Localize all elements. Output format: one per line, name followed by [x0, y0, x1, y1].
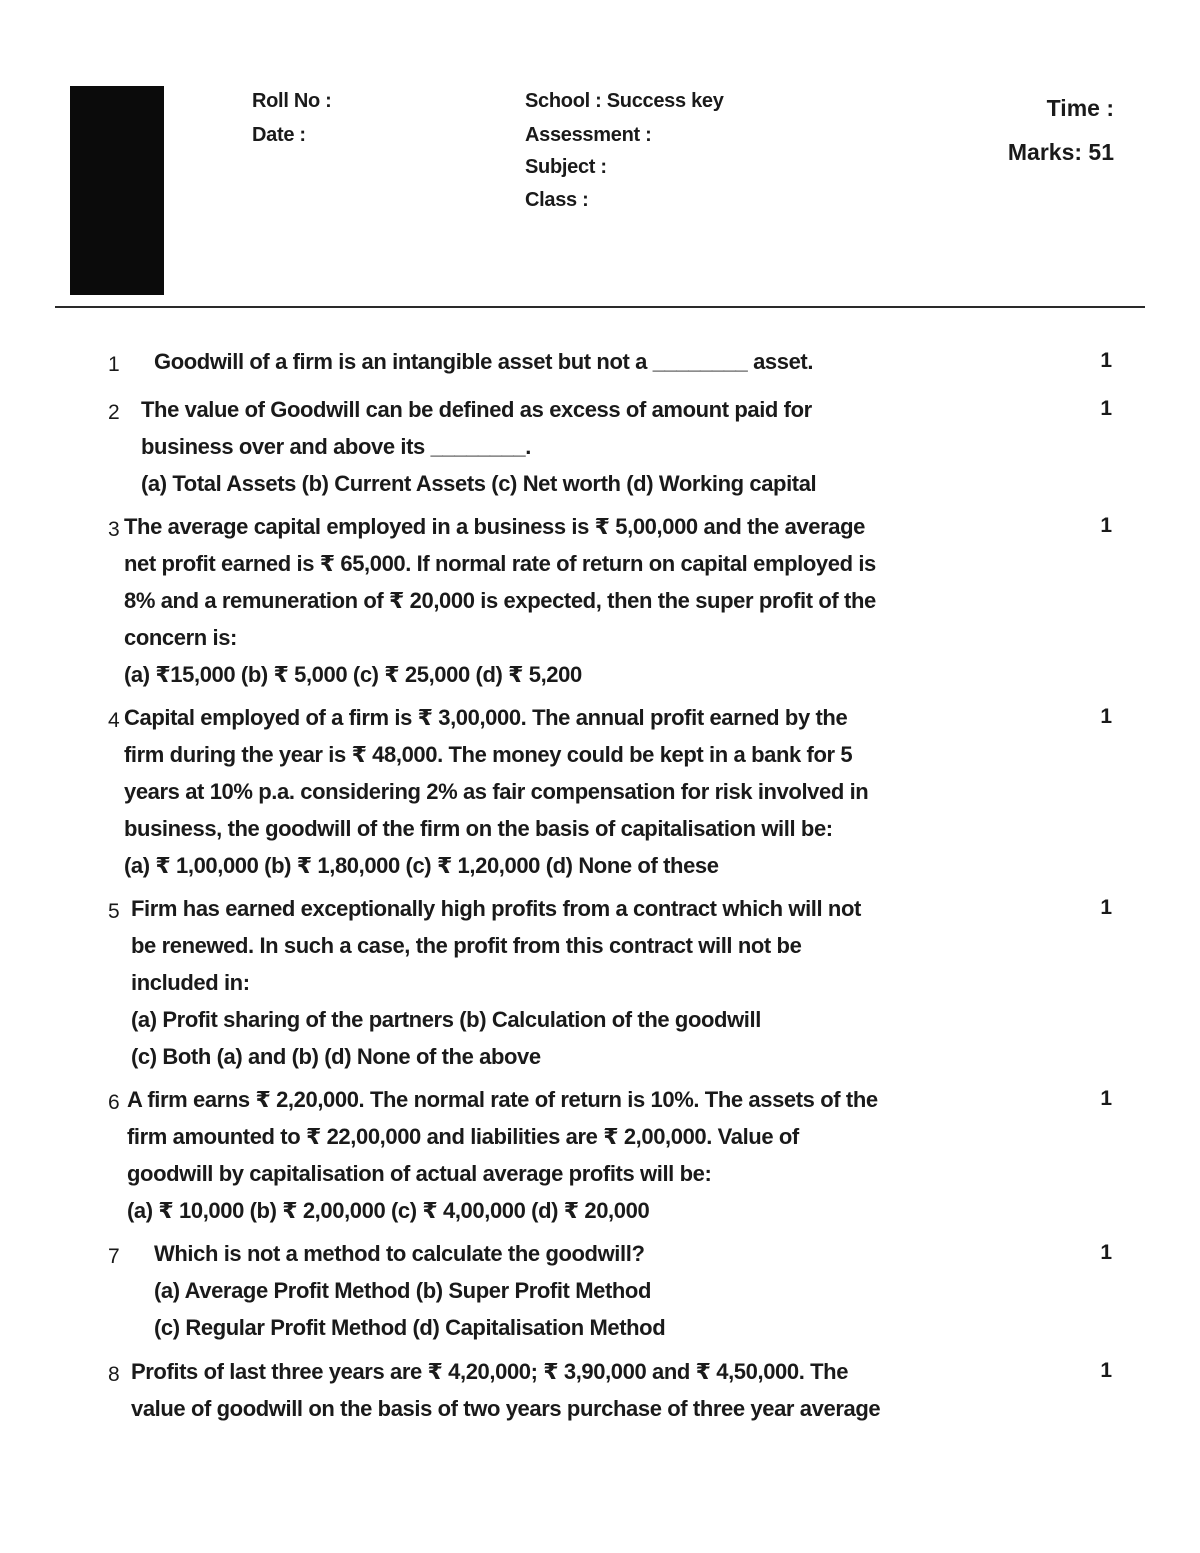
question-marks: 1 [1100, 514, 1112, 537]
marks-total: Marks: 51 [1007, 139, 1114, 165]
question-number: 2 [108, 401, 120, 424]
question-line: The value of Goodwill can be defined as excess of amount paid for [141, 397, 812, 422]
question-line: concern is: [124, 625, 237, 650]
question-marks: 1 [1100, 397, 1112, 420]
question-number: 6 [108, 1091, 120, 1114]
question-line: Goodwill of a firm is an intangible asset but not a ________ asset. [154, 349, 814, 374]
question-option-line: (a) Profit sharing of the partners (b) Calculation of the goodwill [131, 1007, 761, 1032]
question-marks: 1 [1100, 1241, 1112, 1264]
question-option-line: (a) ₹ 1,00,000 (b) ₹ 1,80,000 (c) ₹ 1,20,000 (d) None of these [124, 853, 719, 878]
question-line: net profit earned is ₹ 65,000. If normal rate of return on capital employed is [124, 551, 876, 576]
question-line: goodwill by capitalisation of actual average profits will be: [127, 1161, 712, 1186]
question-line: Which is not a method to calculate the goodwill? [154, 1241, 645, 1266]
question-text [124, 699, 868, 884]
question-option-line: (c) Regular Profit Method (d) Capitalisation Method [154, 1315, 666, 1340]
question-line: Firm has earned exceptionally high profits from a contract which will not [131, 896, 861, 921]
date-label: Date : [252, 124, 306, 146]
question-number: 4 [108, 709, 120, 732]
question-text [154, 343, 813, 380]
header-divider [55, 306, 1145, 308]
question-line: Capital employed of a firm is ₹ 3,00,000. The annual profit earned by the [124, 705, 848, 730]
question-number: 1 [108, 353, 120, 376]
question-line: years at 10% p.a. considering 2% as fair compensation for risk involved in [124, 779, 869, 804]
question-line: firm amounted to ₹ 22,00,000 and liabilities are ₹ 2,00,000. Value of [127, 1124, 799, 1149]
question-marks: 1 [1100, 705, 1112, 728]
roll-no-label: Roll No : [252, 90, 332, 112]
question-number: 8 [108, 1363, 120, 1386]
question-option-line: (a) Average Profit Method (b) Super Profit Method [154, 1278, 651, 1303]
question-number: 7 [108, 1245, 120, 1268]
school-logo-block [70, 86, 164, 295]
question-line: firm during the year is ₹ 48,000. The money could be kept in a bank for 5 [124, 742, 853, 767]
question-line: be renewed. In such a case, the profit from this contract will not be [131, 933, 802, 958]
question-line: business over and above its ________. [141, 434, 531, 459]
question-marks: 1 [1100, 349, 1112, 372]
question-marks: 1 [1100, 1087, 1112, 1110]
question-number: 3 [108, 518, 120, 541]
class-label: Class : [525, 189, 589, 211]
question-text [141, 391, 816, 502]
question-number: 5 [108, 900, 120, 923]
question-line: Profits of last three years are ₹ 4,20,000; ₹ 3,90,000 and ₹ 4,50,000. The [131, 1359, 849, 1384]
school-label: School : Success key [525, 90, 724, 112]
question-text [127, 1081, 878, 1229]
question-text [124, 508, 876, 693]
question-text [131, 890, 861, 1075]
question-option-line: (a) ₹ 10,000 (b) ₹ 2,00,000 (c) ₹ 4,00,000 (d) ₹ 20,000 [127, 1198, 650, 1223]
question-option-line: (a) Total Assets (b) Current Assets (c) Net worth (d) Working capital [141, 471, 817, 496]
question-line: value of goodwill on the basis of two years purchase of three year average [131, 1396, 881, 1421]
question-line: The average capital employed in a business is ₹ 5,00,000 and the average [124, 514, 865, 539]
question-option-line: (a) ₹15,000 (b) ₹ 5,000 (c) ₹ 25,000 (d) ₹ 5,200 [124, 662, 582, 687]
question-line: A firm earns ₹ 2,20,000. The normal rate of return is 10%. The assets of the [127, 1087, 878, 1112]
question-marks: 1 [1100, 896, 1112, 919]
question-line: included in: [131, 970, 250, 995]
question-line: 8% and a remuneration of ₹ 20,000 is expected, then the super profit of the [124, 588, 876, 613]
question-text [154, 1235, 665, 1346]
subject-label: Subject : [525, 156, 607, 178]
question-line: business, the goodwill of the firm on the basis of capitalisation will be: [124, 816, 833, 841]
question-marks: 1 [1100, 1359, 1112, 1382]
time-label: Time : [1046, 95, 1114, 121]
question-option-line: (c) Both (a) and (b) (d) None of the above [131, 1044, 541, 1069]
assessment-label: Assessment : [525, 124, 652, 146]
question-text [131, 1353, 880, 1427]
